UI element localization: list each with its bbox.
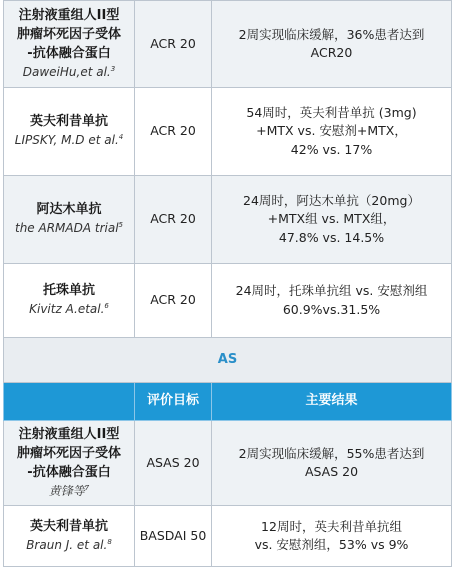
result-cell: 24周时，托珠单抗组 vs. 安慰剂组 60.9%vs.31.5% [212,264,452,338]
table-row [4,1,452,88]
drug-name-line: 英夫利昔单抗 [29,114,108,130]
reference-text: DaweiHu,et al.$^3$ [22,64,116,79]
comparison-table-container [3,0,451,566]
table-header-row [4,383,452,421]
reference-text: 黄锋等$^7$ [48,483,90,498]
drug-cell [4,506,135,567]
table-row [4,506,452,567]
metric-cell: BASDAI 50 [135,506,212,567]
drug-name-line: -抗体融合蛋白 [27,45,111,61]
reference-text: Braun J. et al.$^8$ [26,537,112,552]
table-row [4,176,452,264]
drug-name-line: 肿瘤坏死因子受体 [16,26,121,42]
reference-text: the ARMADA trial$^5$ [14,221,123,236]
table-row [4,88,452,176]
drug-cell [4,421,135,506]
table-row [4,264,452,338]
metric-cell: ACR 20 [135,176,212,264]
result-cell: 54周时，英夫利昔单抗 (3mg) +MTX vs. 安慰剂+MTX， 42% vs. 17% [212,88,452,176]
metric-cell: ACR 20 [135,1,212,88]
metric-cell: ACR 20 [135,264,212,338]
drug-name-line: 肿瘤坏死因子受体 [16,445,121,461]
metric-cell: ACR 20 [135,88,212,176]
metric-cell: ASAS 20 [135,421,212,506]
reference-text: Kivitz A.etal.$^6$ [29,302,109,317]
drug-cell [4,1,135,88]
drug-name-line: 注射液重组人II型 [18,427,120,443]
result-cell: 2周实现临床缓解，36%患者达到 ACR20 [212,1,452,88]
result-cell: 24周时，阿达木单抗（20mg） +MTX组 vs. MTX组， 47.8% vs. 14.5% [212,176,452,264]
section-row [4,338,452,383]
drug-cell [4,176,135,264]
section-label: AS [4,338,452,383]
header-metric: 评价目标 [135,383,212,421]
table-row [4,421,452,506]
drug-cell [4,264,135,338]
header-drug [4,383,135,421]
drug-name-line: 英夫利昔单抗 [29,518,108,534]
result-cell: 12周时，英夫利昔单抗组 vs. 安慰剂组，53% vs 9% [212,506,452,567]
drug-name-line: -抗体融合蛋白 [27,464,111,480]
drug-name-line: 阿达木单抗 [36,202,102,218]
drug-name-line: 注射液重组人II型 [18,8,120,24]
reference-text: LIPSKY, M.D et al.$^4$ [14,133,124,148]
drug-name-line: 托珠单抗 [42,283,95,299]
clinical-results-table [3,0,452,567]
header-result: 主要结果 [212,383,452,421]
drug-cell [4,88,135,176]
result-cell: 2周实现临床缓解，55%患者达到 ASAS 20 [212,421,452,506]
